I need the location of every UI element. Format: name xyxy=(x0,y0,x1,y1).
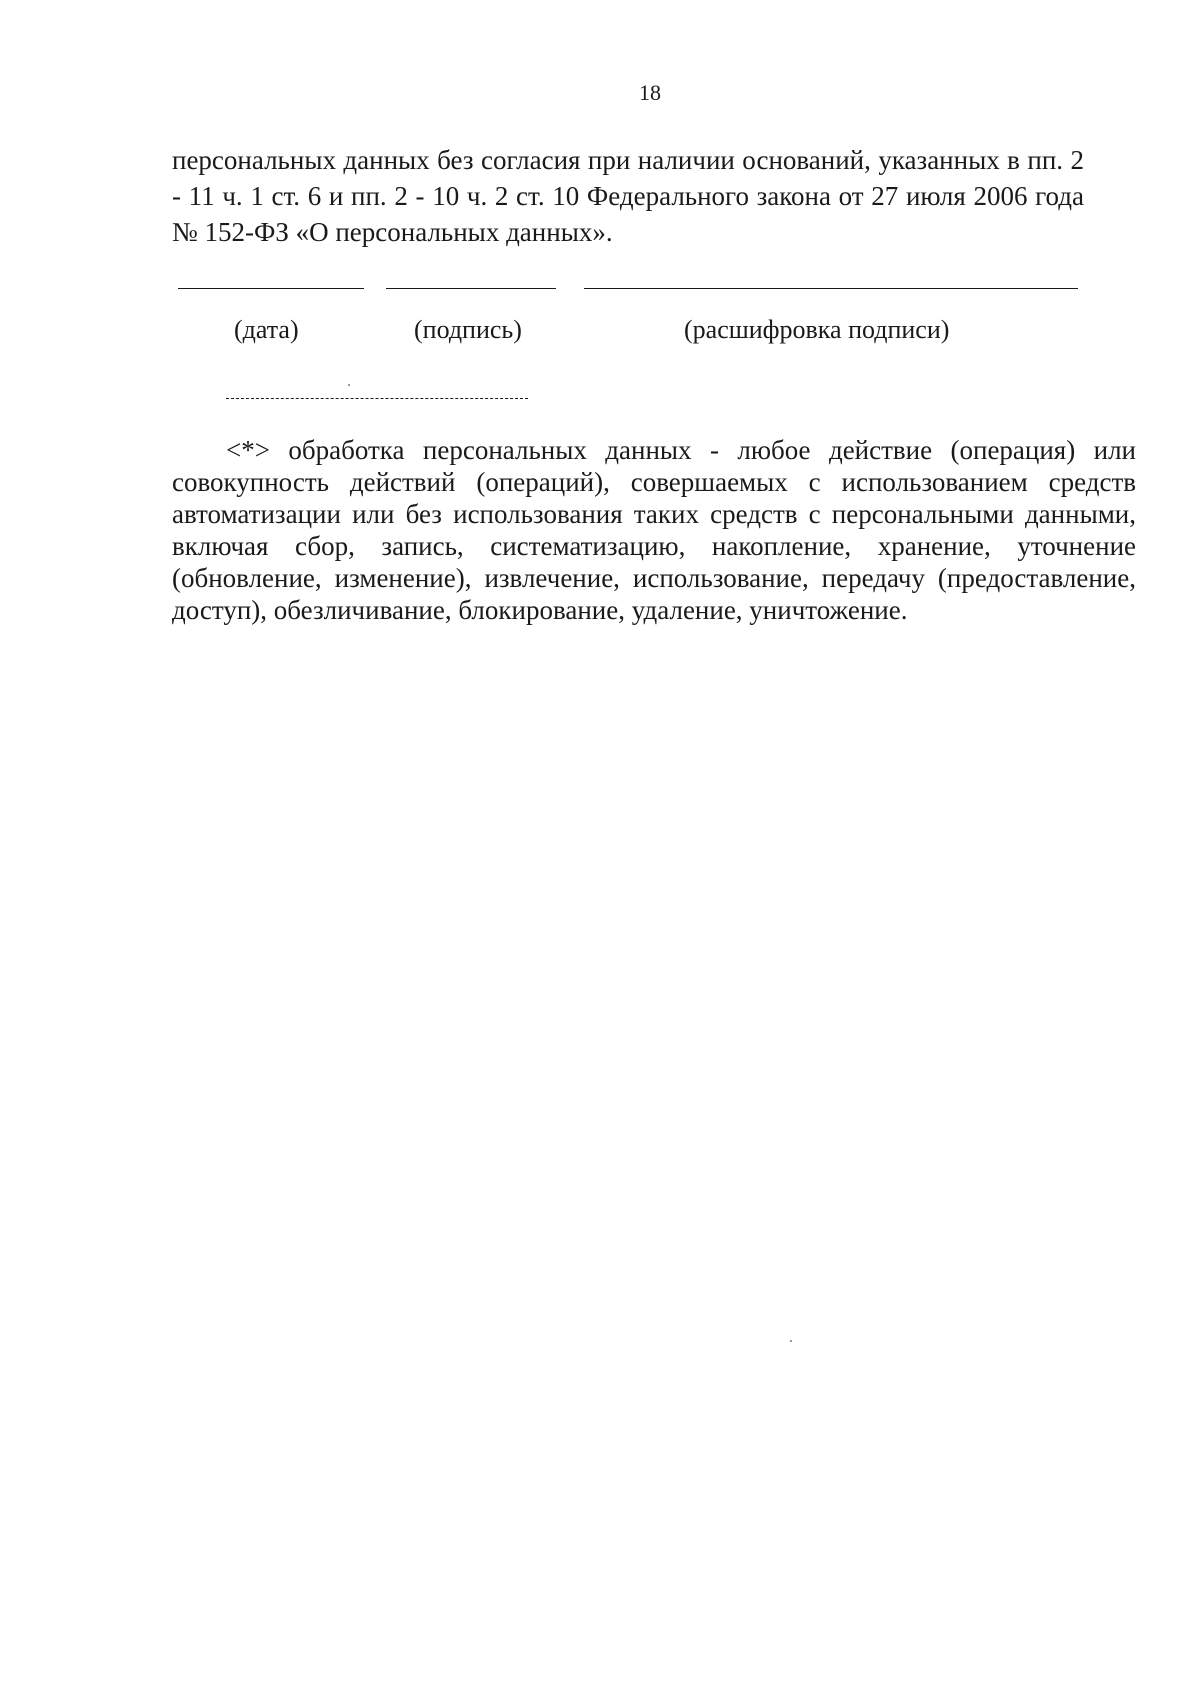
page-number: 18 xyxy=(639,80,661,105)
scan-speck xyxy=(790,1340,792,1342)
footnote-marker: <*> xyxy=(226,435,270,465)
footnote-text: обработка персональных данных - любое действие (операция) или совокупность действий (операций), совершаемых с использованием средств автоматизации или без использования таких средств с персональными данными, включая сбор, запись, систематизацию, накопление, хранение, уточнение (обновление, изменение), извлечение, использование, передачу (предоставление, доступ), обезличивание, блокирование, удаление, уничтожение. xyxy=(172,435,1137,625)
footnote-separator xyxy=(226,398,528,399)
scan-speck xyxy=(348,384,350,386)
signature-line xyxy=(386,288,556,289)
date-signature-line xyxy=(178,288,364,289)
body-paragraph: персональных данных без согласия при наличии оснований, указанных в пп. 2 - 11 ч. 1 ст. 6 и пп. 2 - 10 ч. 2 ст. 10 Федерального закона от 27 июля 2006 года № 152-ФЗ «О персональных данных». xyxy=(172,145,1084,247)
signature-decoding-line xyxy=(584,288,1078,289)
signature-caption: (подпись) xyxy=(414,315,522,344)
signature-decoding-caption: (расшифровка подписи) xyxy=(684,315,950,344)
footnote xyxy=(172,434,1136,626)
date-caption: (дата) xyxy=(234,315,299,344)
